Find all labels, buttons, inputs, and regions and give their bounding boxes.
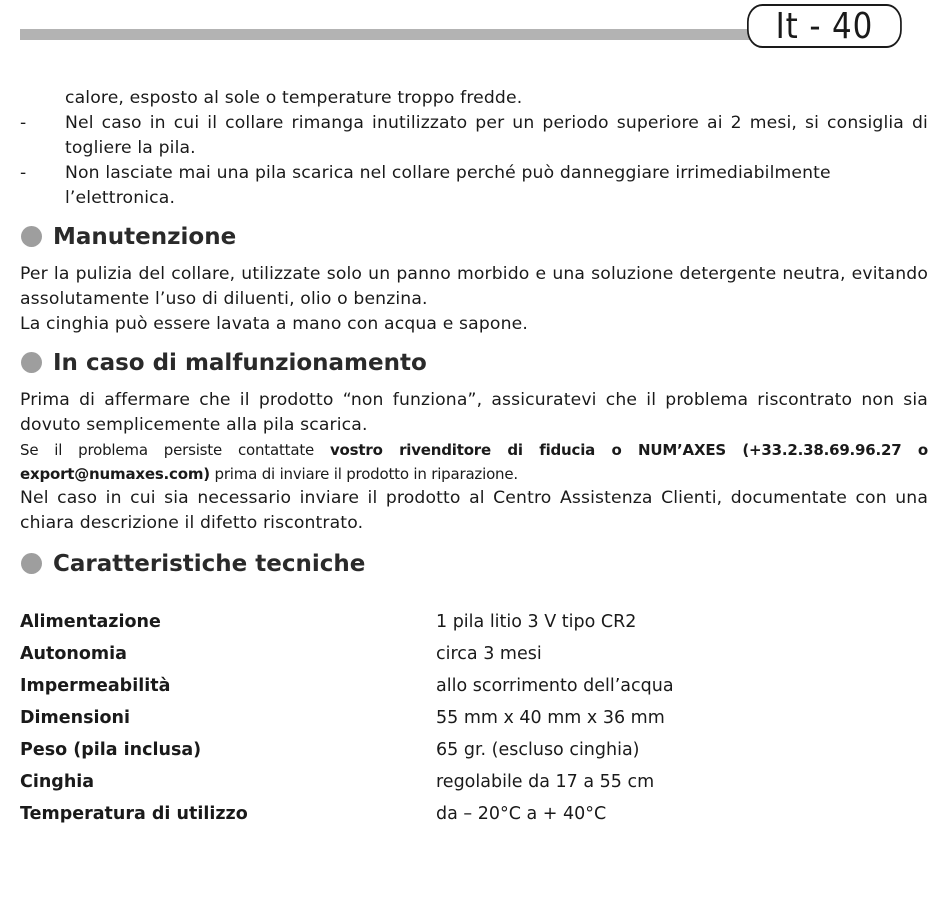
spec-label: Peso (pila inclusa) xyxy=(20,740,202,760)
bullet-text: Nel caso in cui il collare rimanga inutilizzato per un periodo superiore ai 2 mesi, si consiglia di togliere la pila. xyxy=(65,113,928,158)
spec-label: Temperatura di utilizzo xyxy=(20,804,248,824)
intro-bullet-2 xyxy=(20,161,928,211)
spec-label: Dimensioni xyxy=(20,708,130,728)
spec-row xyxy=(20,702,928,734)
grey-bullet-icon xyxy=(21,226,42,247)
bullet-text: Non lasciate mai una pila scarica nel collare perché può danneggiare irrimediabilmente l’elettronica. xyxy=(65,163,831,208)
grey-bullet-icon xyxy=(21,352,42,373)
intro-continuation: calore, esposto al sole o temperature troppo fredde. xyxy=(65,88,523,108)
heading-text: Caratteristiche tecniche xyxy=(53,551,366,577)
spec-value: regolabile da 17 a 55 cm xyxy=(436,772,655,792)
maintenance-para-1: Per la pulizia del collare, utilizzate solo un panno morbido e una soluzione detergente neutra, evitando assolutamente l’uso di diluenti, olio o benzina. xyxy=(20,264,928,309)
spec-row xyxy=(20,638,928,670)
spec-value: 55 mm x 40 mm x 36 mm xyxy=(436,708,665,728)
spec-row xyxy=(20,798,928,830)
intro-bullet-1 xyxy=(20,111,928,161)
spec-label: Impermeabilità xyxy=(20,676,171,696)
malfunction-para-3: Nel caso in cui sia necessario inviare il prodotto al Centro Assistenza Clienti, documentate con una chiara descrizione il difetto riscontrato. xyxy=(20,488,928,533)
spec-value: 1 pila litio 3 V tipo CR2 xyxy=(436,612,637,632)
spec-value: 65 gr. (escluso cinghia) xyxy=(436,740,640,760)
maintenance-para-2: La cinghia può essere lavata a mano con acqua e sapone. xyxy=(20,314,528,334)
specs-heading xyxy=(20,549,928,579)
spec-row xyxy=(20,670,928,702)
spec-value: circa 3 mesi xyxy=(436,644,542,664)
spec-row xyxy=(20,766,928,798)
contact-suffix: prima di inviare il prodotto in riparazione. xyxy=(209,465,518,483)
header-bar xyxy=(20,29,750,40)
page-content xyxy=(20,86,928,830)
spec-row xyxy=(20,734,928,766)
bullet-dash: - xyxy=(20,163,27,183)
grey-bullet-icon xyxy=(21,553,42,574)
heading-text: In caso di malfunzionamento xyxy=(53,350,427,376)
spec-label: Cinghia xyxy=(20,772,95,792)
malfunction-heading xyxy=(20,348,928,378)
spec-value: allo scorrimento dell’acqua xyxy=(436,676,674,696)
contact-prefix: Se il problema persiste contattate xyxy=(20,441,330,459)
maintenance-heading xyxy=(20,222,928,252)
page-number-tab: It - 40 xyxy=(747,4,902,48)
malfunction-para-2 xyxy=(20,438,928,486)
spec-row xyxy=(20,606,928,638)
contact-details: vostro rivenditore di fiducia o NUM’AXES (+33.2.38.69.96.27 o export@numaxes.com) xyxy=(20,441,929,483)
spec-label: Alimentazione xyxy=(20,612,161,632)
bullet-dash: - xyxy=(20,113,27,133)
specs-table xyxy=(20,606,928,830)
spec-label: Autonomia xyxy=(20,644,127,664)
spec-value: da – 20°C a + 40°C xyxy=(436,804,607,824)
malfunction-para-1: Prima di affermare che il prodotto “non funziona”, assicuratevi che il problema riscontrato non sia dovuto semplicemente alla pila scarica. xyxy=(20,390,928,435)
heading-text: Manutenzione xyxy=(53,224,237,250)
